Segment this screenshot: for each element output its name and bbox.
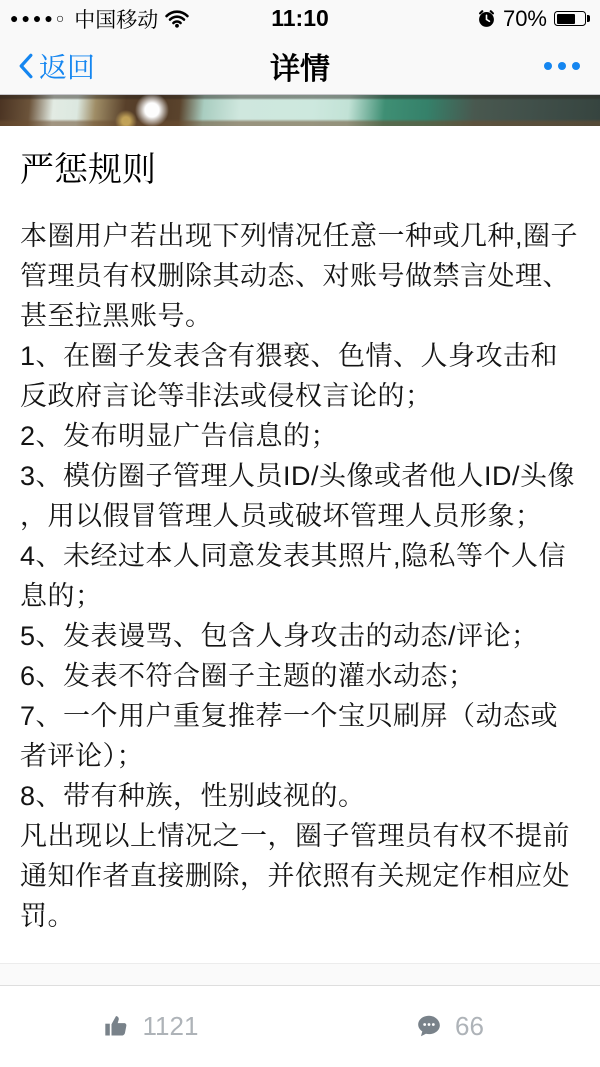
alarm-clock-icon xyxy=(477,9,496,28)
article-line: 3、模仿圈子管理人员ID/头像或者他人ID/头像 xyxy=(20,460,576,491)
article-line: 凡出现以上情况之一，圈子管理员有权不提前 xyxy=(20,820,570,851)
article-line: 息的； xyxy=(20,580,103,611)
cell-signal-icon: ●●●●○ xyxy=(10,9,68,26)
action-bar xyxy=(0,986,600,1066)
chevron-left-icon xyxy=(18,53,33,79)
article xyxy=(0,126,600,963)
article-line: 2、发布明显广告信息的； xyxy=(20,420,339,451)
page-title: 详情 xyxy=(270,53,330,86)
article-line: 6、发表不符合圈子主题的灌水动态； xyxy=(20,660,476,691)
article-line: 反政府言论等非法或侵权言论的； xyxy=(20,380,433,411)
article-title: 严惩规则 xyxy=(20,151,156,189)
comment-button[interactable] xyxy=(300,986,600,1066)
article-line: 1、在圈子发表含有猥亵、色情、人身攻击和 xyxy=(20,340,559,371)
article-body xyxy=(20,216,580,936)
carrier-label: 中国移动 xyxy=(74,8,159,32)
thumb-up-icon xyxy=(102,1013,130,1040)
like-button[interactable] xyxy=(0,986,300,1066)
comment-count: 66 xyxy=(455,1010,484,1041)
like-count: 1121 xyxy=(142,1010,199,1041)
back-button-label: 返回 xyxy=(39,51,96,83)
article-line: 管理员有权删除其动态、对账号做禁言处理、 xyxy=(20,260,570,291)
status-time: 11:10 xyxy=(271,5,329,31)
article-line: 甚至拉黑账号。 xyxy=(20,300,213,331)
status-right xyxy=(477,6,590,32)
article-line: 通知作者直接删除，并依照有关规定作相应处 xyxy=(20,860,570,891)
speech-bubble-icon xyxy=(416,1013,442,1039)
article-line: 罚。 xyxy=(20,900,75,931)
article-line: 5、发表谩骂、包含人身攻击的动态/评论； xyxy=(20,620,539,651)
section-divider xyxy=(0,963,600,986)
ellipsis-icon xyxy=(544,62,552,70)
banner-photo xyxy=(0,95,600,126)
back-button[interactable] xyxy=(18,46,95,86)
article-line: ，用以假冒管理人员或破坏管理人员形象； xyxy=(20,500,543,531)
battery-percent-label: 70% xyxy=(502,5,547,31)
status-bar xyxy=(0,0,600,37)
article-line: 7、一个用户重复推荐一个宝贝刷屏（动态或 xyxy=(20,700,559,731)
article-line: 者评论）； xyxy=(20,740,144,771)
article-line: 本圈用户若出现下列情况任意一种或几种,圈子 xyxy=(20,220,579,251)
article-line: 8、带有种族，性别歧视的。 xyxy=(20,780,366,811)
nav-bar xyxy=(0,37,600,95)
more-button[interactable] xyxy=(542,54,582,78)
wifi-icon xyxy=(165,10,189,28)
article-line: 4、未经过本人同意发表其照片,隐私等个人信 xyxy=(20,540,567,571)
status-left xyxy=(10,4,189,34)
battery-icon xyxy=(554,11,590,26)
